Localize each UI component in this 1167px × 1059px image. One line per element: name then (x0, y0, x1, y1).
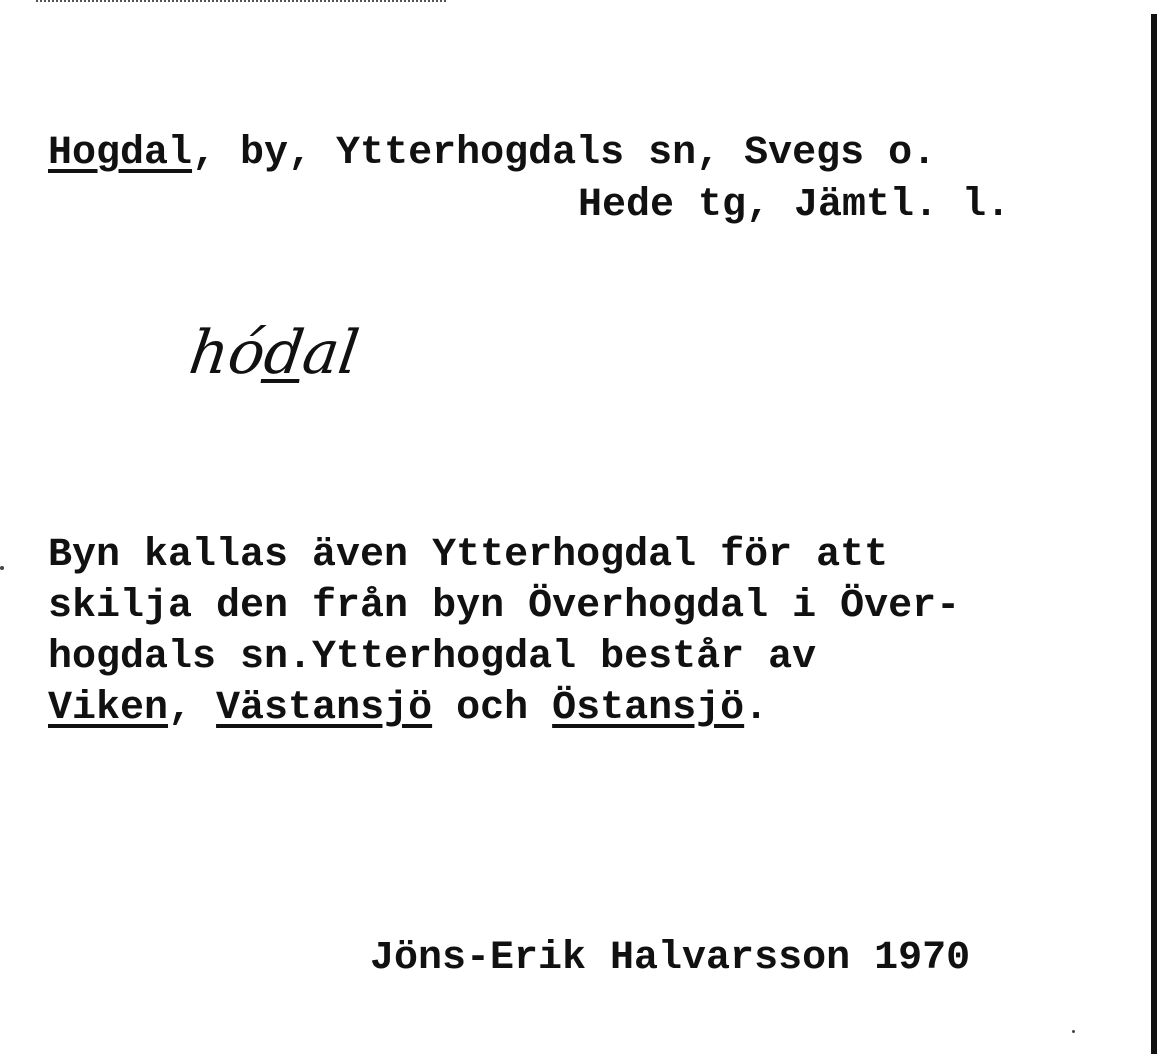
margin-speck (1072, 1030, 1075, 1033)
body-line-3: hogdals sn.Ytterhogdal består av (48, 635, 817, 680)
card-right-edge (1151, 14, 1157, 1054)
header-line-1 (48, 128, 936, 179)
pronunciation-part-2: d (259, 318, 309, 388)
body-line-1: Byn kallas även Ytterhogdal för att (48, 533, 889, 578)
body-text (48, 530, 960, 734)
card-top-edge (36, 0, 446, 4)
place-vastansjo: Västansjö (216, 686, 433, 731)
handwritten-pronunciation (185, 318, 363, 388)
header-line-2: Hede tg, Jämtl. l. (578, 183, 1011, 228)
place-viken: Viken (48, 686, 169, 731)
pronunciation-part-1: hó (185, 318, 270, 388)
header-line-1-rest: , by, Ytterhogdals sn, Svegs o. (192, 131, 937, 176)
place-ostansjo: Östansjö (552, 686, 745, 731)
separator-2: och (432, 686, 553, 731)
place-name: Hogdal (48, 131, 193, 176)
body-line-4 (48, 683, 960, 734)
signature: Jöns-Erik Halvarsson 1970 (370, 936, 971, 981)
margin-speck (0, 566, 4, 570)
pronunciation-part-3: al (298, 318, 364, 388)
body-line-2: skilja den från byn Överhogdal i Över- (48, 584, 961, 629)
separator-1: , (168, 686, 217, 731)
line-end: . (744, 686, 769, 731)
